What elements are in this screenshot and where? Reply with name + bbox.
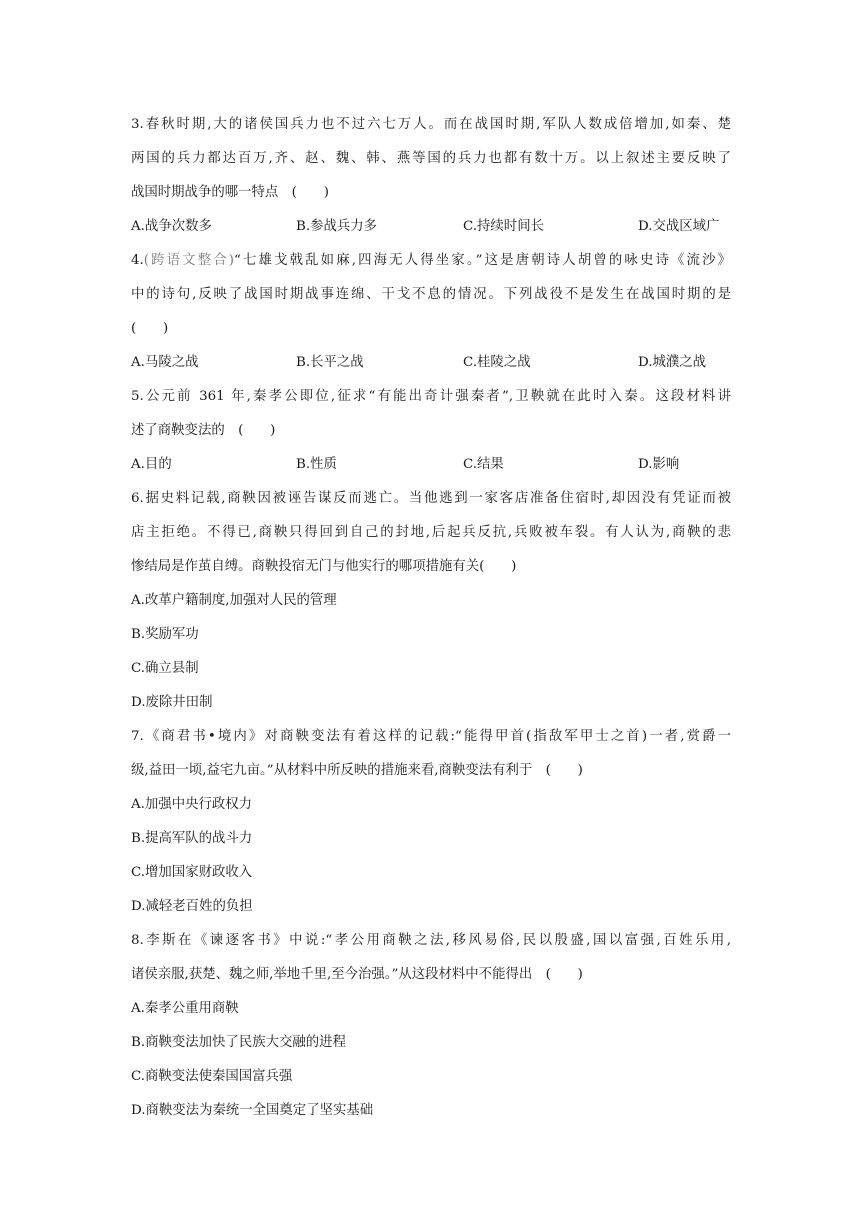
question-3 — [131, 108, 731, 244]
question-text-line: 战国时期战争的哪一特点 ( ) — [131, 185, 329, 200]
option-c: C.持续时间长 — [463, 219, 544, 234]
option-row — [131, 346, 731, 380]
option-a: A.战争次数多 — [131, 219, 212, 234]
question-4 — [131, 244, 731, 380]
option-c: C.确立县制 — [131, 661, 199, 676]
option-row — [131, 210, 731, 244]
option-b: B.参战兵力多 — [296, 219, 378, 234]
question-text-line: 中的诗句,反映了战国时期战事连绵、干戈不息的情况。下列战役不是发生在战国时期的是 — [131, 287, 731, 302]
question-text-line — [131, 244, 731, 278]
option-d: D.减轻老百姓的负担 — [131, 899, 253, 914]
option-a: A.加强中央行政权力 — [131, 797, 253, 812]
question-text-line: 店主拒绝。不得已,商鞅只得回到自己的封地,后起兵反抗,兵败被车裂。有人认为,商鞅的悲 — [131, 525, 731, 540]
option-c: C.桂陵之战 — [463, 355, 531, 370]
option-b: B.长平之战 — [296, 355, 364, 370]
question-7 — [131, 720, 731, 924]
question-text-line: 述了商鞅变法的 ( ) — [131, 423, 276, 438]
option-c: C.商鞅变法使秦国国富兵强 — [131, 1069, 293, 1084]
option-b: B.性质 — [296, 457, 337, 472]
question-text-line: 8.李斯在《谏逐客书》中说:“孝公用商鞅之法,移风易俗,民以殷盛,国以富强,百姓乐用, — [131, 933, 731, 948]
document-page — [131, 108, 731, 1128]
cross-subject-tag: (跨语文整合) — [143, 253, 235, 268]
question-text-line: ( ) — [131, 321, 169, 336]
option-d: D.城濮之战 — [638, 355, 707, 370]
question-text-line: 3.春秋时期,大的诸侯国兵力也不过六七万人。而在战国时期,军队人数成倍增加,如秦、楚 — [131, 117, 731, 132]
question-text-line: 6.据史料记载,商鞅因被诬告谋反而逃亡。当他逃到一家客店准备住宿时,却因没有凭证而被 — [131, 491, 731, 506]
question-text-line: 7.《商君书•境内》对商鞅变法有着这样的记载:“能得甲首(指敌军甲士之首)一者,赏爵一 — [131, 729, 731, 744]
option-a: A.目的 — [131, 457, 172, 472]
option-c: C.结果 — [463, 457, 504, 472]
option-d: D.废除井田制 — [131, 695, 213, 710]
option-b: B.商鞅变法加快了民族大交融的进程 — [131, 1035, 346, 1050]
question-text-line: 5.公元前 361 年,秦孝公即位,征求“有能出奇计强秦者”,卫鞅就在此时入秦。这段材料讲 — [131, 389, 731, 404]
question-text-line: 两国的兵力都达百万,齐、赵、魏、韩、燕等国的兵力也都有数十万。以上叙述主要反映了 — [131, 151, 731, 166]
option-d: D.商鞅变法为秦统一全国奠定了坚实基础 — [131, 1103, 374, 1118]
option-a: A.秦孝公重用商鞅 — [131, 1001, 239, 1016]
question-6 — [131, 482, 731, 720]
option-row — [131, 448, 731, 482]
question-text-line: 诸侯亲服,获楚、魏之师,举地千里,至今治强。”从这段材料中不能得出 ( ) — [131, 967, 583, 982]
question-text: “七雄戈戟乱如麻,四海无人得坐家。”这是唐朝诗人胡曾的咏史诗《流沙》 — [234, 253, 731, 268]
option-a: A.马陵之战 — [131, 355, 199, 370]
question-text-line: 惨结局是作茧自缚。商鞅投宿无门与他实行的哪项措施有关( ) — [131, 559, 517, 574]
option-b: B.提高军队的战斗力 — [131, 831, 253, 846]
question-5 — [131, 380, 731, 482]
question-8 — [131, 924, 731, 1128]
option-c: C.增加国家财政收入 — [131, 865, 253, 880]
option-b: B.奖励军功 — [131, 627, 199, 642]
option-a: A.改革户籍制度,加强对人民的管理 — [131, 593, 337, 608]
option-d: D.交战区域广 — [638, 219, 720, 234]
question-number: 4. — [131, 253, 144, 268]
option-d: D.影响 — [638, 457, 680, 472]
question-text-line: 级,益田一顷,益宅九亩。”从材料中所反映的措施来看,商鞅变法有利于 ( ) — [131, 763, 583, 778]
